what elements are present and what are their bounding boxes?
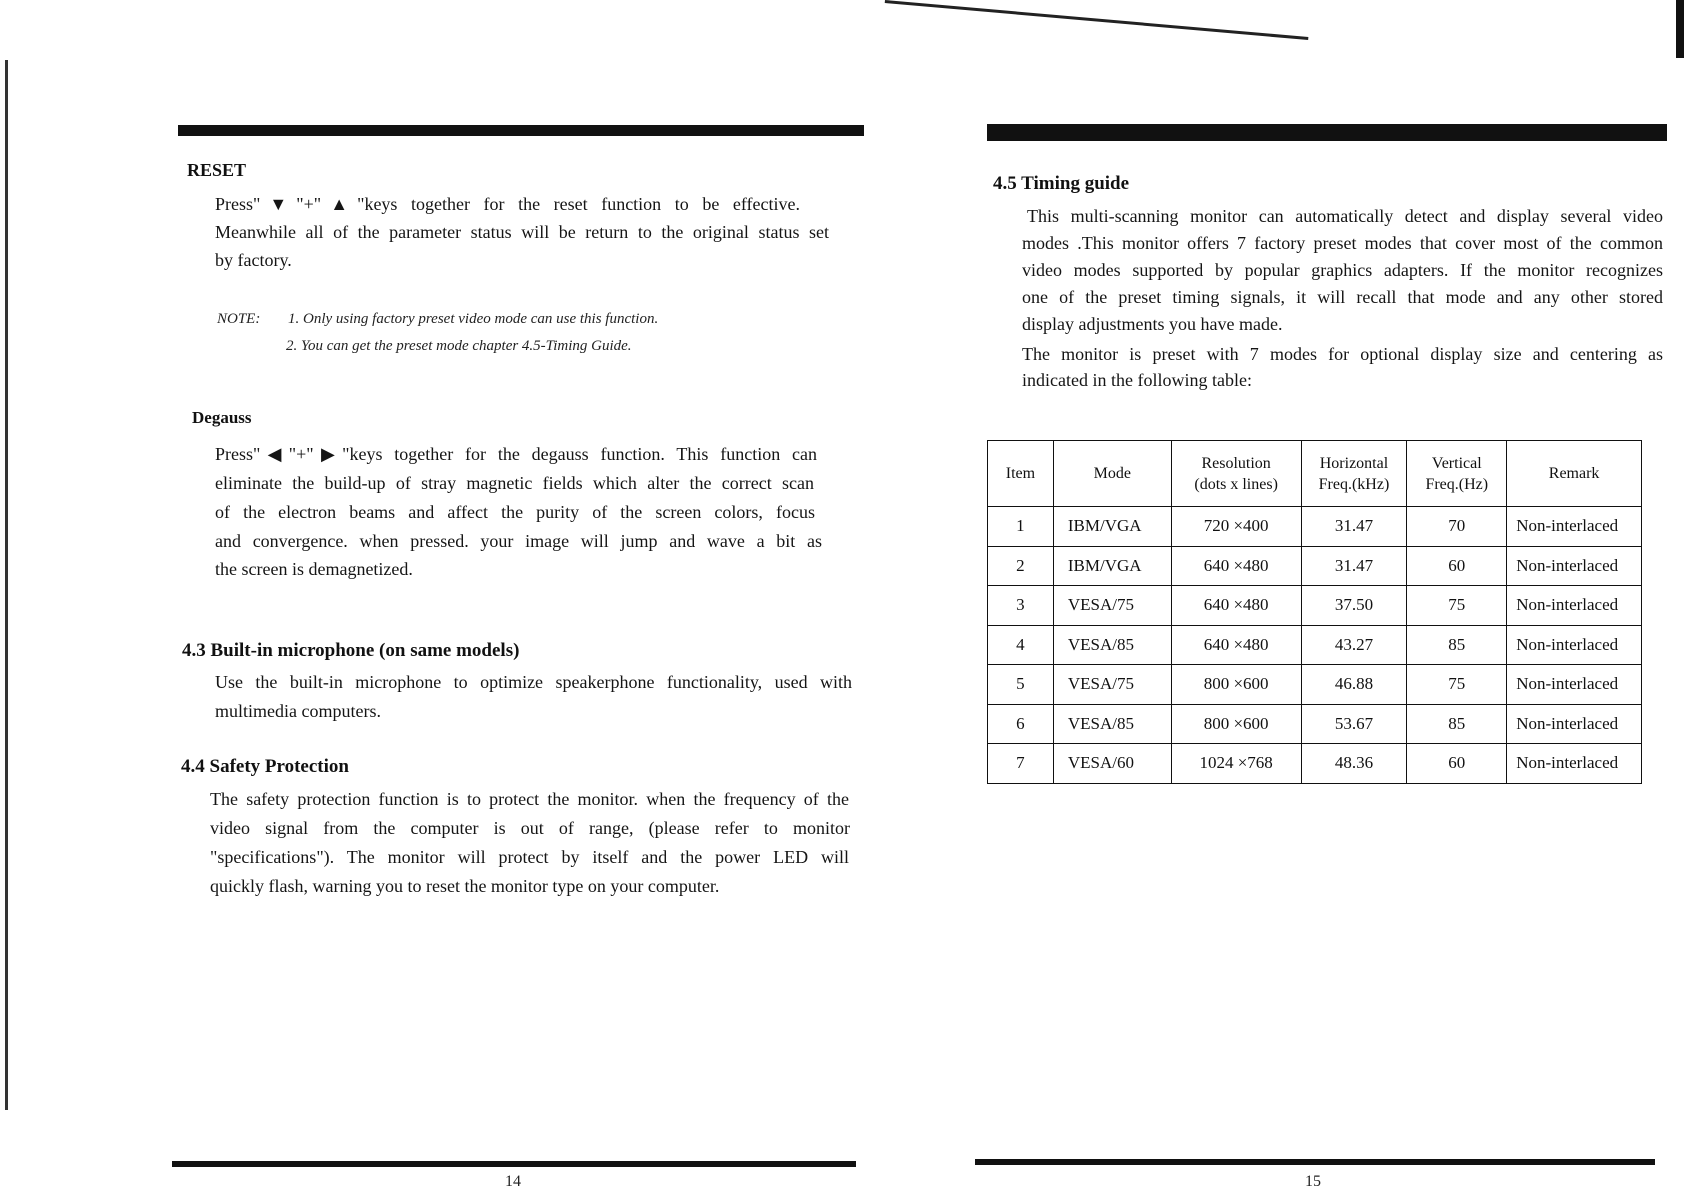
- timing-line-4: one of the preset timing signals, it will recall that mode and any other stored: [1022, 287, 1663, 307]
- cell-resolution: 800 ×600: [1171, 665, 1301, 705]
- table-row: [988, 704, 1642, 744]
- safety-line-4: quickly flash, warning you to reset the monitor type on your computer.: [210, 876, 720, 896]
- microphone-heading: 4.3 Built-in microphone (on same models): [182, 640, 520, 661]
- cell-mode: VESA/85: [1053, 704, 1171, 744]
- cell-remark: Non-interlaced: [1507, 744, 1642, 784]
- left-page-number: 14: [505, 1173, 521, 1190]
- table-row: [988, 665, 1642, 705]
- header-vertical: Vertical Freq.(Hz): [1407, 441, 1507, 507]
- cell-resolution: 640 ×480: [1171, 625, 1301, 665]
- cell-mode: VESA/75: [1053, 665, 1171, 705]
- cell-item: 5: [988, 665, 1054, 705]
- degauss-line-2: eliminate the build-up of stray magnetic fields which alter the correct scan: [215, 473, 814, 493]
- timing-table: [987, 440, 1642, 784]
- degauss-line-3: of the electron beams and affect the purity of the screen colors, focus: [215, 502, 815, 522]
- scan-edge-line-left: [5, 60, 8, 1110]
- cell-mode: VESA/85: [1053, 625, 1171, 665]
- cell-hfreq: 46.88: [1301, 665, 1407, 705]
- scan-edge-line-right: [1676, 0, 1684, 58]
- timing-line-6: The monitor is preset with 7 modes for optional display size and centering as: [1022, 344, 1663, 364]
- table-row: [988, 586, 1642, 626]
- timing-line-5: display adjustments you have made.: [1022, 314, 1283, 334]
- safety-line-3: "specifications"). The monitor will protect by itself and the power LED will: [210, 847, 849, 867]
- reset-line-1: Press"▼"+"▲"keys together for the reset function to be effective.: [215, 194, 800, 214]
- cell-hfreq: 37.50: [1301, 586, 1407, 626]
- cell-vfreq: 75: [1407, 665, 1507, 705]
- right-top-rule: [987, 124, 1667, 141]
- header-mode: Mode: [1053, 441, 1171, 507]
- cell-remark: Non-interlaced: [1507, 586, 1642, 626]
- note-label: NOTE:: [217, 311, 261, 327]
- right-page-number: 15: [1305, 1173, 1321, 1190]
- timing-heading: 4.5 Timing guide: [993, 173, 1130, 194]
- header-item: Item: [988, 441, 1054, 507]
- cell-vfreq: 70: [1407, 507, 1507, 547]
- table-row: [988, 546, 1642, 586]
- cell-hfreq: 43.27: [1301, 625, 1407, 665]
- cell-resolution: 1024 ×768: [1171, 744, 1301, 784]
- timing-line-7: indicated in the following table:: [1022, 370, 1252, 390]
- cell-hfreq: 31.47: [1301, 546, 1407, 586]
- cell-mode: VESA/60: [1053, 744, 1171, 784]
- cell-item: 7: [988, 744, 1054, 784]
- cell-resolution: 640 ×480: [1171, 546, 1301, 586]
- degauss-line-4: and convergence. when pressed. your image will jump and wave a bit as: [215, 531, 822, 551]
- cell-resolution: 800 ×600: [1171, 704, 1301, 744]
- reset-line-2: Meanwhile all of the parameter status will be return to the original status set: [215, 222, 829, 242]
- degauss-heading: Degauss: [192, 408, 252, 427]
- cell-remark: Non-interlaced: [1507, 665, 1642, 705]
- cell-remark: Non-interlaced: [1507, 507, 1642, 547]
- cell-hfreq: 48.36: [1301, 744, 1407, 784]
- scan-streak: [885, 0, 1309, 40]
- cell-hfreq: 53.67: [1301, 704, 1407, 744]
- cell-item: 2: [988, 546, 1054, 586]
- cell-vfreq: 85: [1407, 704, 1507, 744]
- note-line-2: 2. You can get the preset mode chapter 4.5-Timing Guide.: [286, 338, 632, 354]
- cell-mode: IBM/VGA: [1053, 546, 1171, 586]
- reset-heading: RESET: [187, 160, 247, 180]
- cell-mode: IBM/VGA: [1053, 507, 1171, 547]
- cell-remark: Non-interlaced: [1507, 704, 1642, 744]
- safety-heading: 4.4 Safety Protection: [181, 756, 349, 777]
- header-resolution: Resolution (dots x lines): [1171, 441, 1301, 507]
- cell-hfreq: 31.47: [1301, 507, 1407, 547]
- cell-remark: Non-interlaced: [1507, 625, 1642, 665]
- left-bottom-rule: [172, 1161, 856, 1167]
- cell-mode: VESA/75: [1053, 586, 1171, 626]
- cell-resolution: 720 ×400: [1171, 507, 1301, 547]
- degauss-line-5: the screen is demagnetized.: [215, 559, 413, 579]
- cell-vfreq: 60: [1407, 744, 1507, 784]
- degauss-line-1: Press"◀"+"▶"keys together for the degauss function. This function can: [215, 444, 817, 464]
- safety-line-2: video signal from the computer is out of range, (please refer to monitor: [210, 818, 850, 838]
- header-horizontal: Horizontal Freq.(kHz): [1301, 441, 1407, 507]
- cell-item: 1: [988, 507, 1054, 547]
- reset-line-3: by factory.: [215, 250, 292, 270]
- table-row: [988, 744, 1642, 784]
- timing-line-1: This multi-scanning monitor can automatically detect and display several video: [1027, 206, 1663, 226]
- cell-vfreq: 75: [1407, 586, 1507, 626]
- table-header-row: [988, 441, 1642, 507]
- cell-remark: Non-interlaced: [1507, 546, 1642, 586]
- cell-vfreq: 85: [1407, 625, 1507, 665]
- timing-line-3: video modes supported by popular graphics adapters. If the monitor recognizes: [1022, 260, 1663, 280]
- cell-resolution: 640 ×480: [1171, 586, 1301, 626]
- microphone-line-2: multimedia computers.: [215, 701, 381, 721]
- cell-vfreq: 60: [1407, 546, 1507, 586]
- note-line-1: 1. Only using factory preset video mode can use this function.: [288, 311, 659, 327]
- table-row: [988, 625, 1642, 665]
- microphone-line-1: Use the built-in microphone to optimize speakerphone functionality, used with: [215, 672, 852, 692]
- right-bottom-rule: [975, 1159, 1655, 1165]
- timing-line-2: modes .This monitor offers 7 factory preset modes that cover most of the common: [1022, 233, 1663, 253]
- cell-item: 4: [988, 625, 1054, 665]
- safety-line-1: The safety protection function is to protect the monitor. when the frequency of the: [210, 789, 849, 809]
- left-top-rule: [178, 125, 864, 136]
- cell-item: 3: [988, 586, 1054, 626]
- cell-item: 6: [988, 704, 1054, 744]
- table-row: [988, 507, 1642, 547]
- header-remark: Remark: [1507, 441, 1642, 507]
